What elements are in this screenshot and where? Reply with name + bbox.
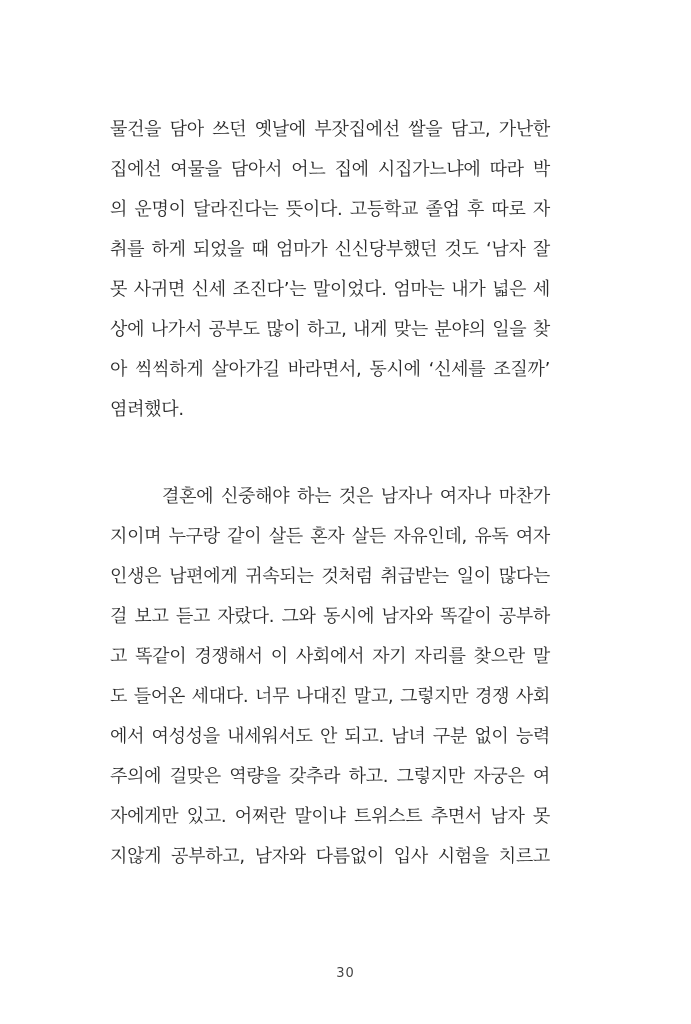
text-line: 염려했다.: [110, 399, 184, 420]
text-line: 지않게 공부하고, 남자와 다름없이 입사 시험을 치르고: [110, 846, 550, 867]
text-line: 인생은 남편에게 귀속되는 것처럼 취급받는 일이 많다는: [110, 566, 550, 587]
text-line: 취를 하게 되었을 때 엄마가 신신당부했던 것도 ‘남자 잘: [110, 239, 550, 260]
text-line: 의 운명이 달라진다는 뜻이다. 고등학교 졸업 후 따로 자: [110, 199, 550, 220]
page-number: 30: [336, 966, 355, 981]
text-line: 아 씩씩하게 살아가길 바라면서, 동시에 ‘신세를 조질까’: [110, 359, 550, 380]
text-line: 주의에 걸맞은 역량을 갖추라 하고. 그렇지만 자궁은 여: [110, 766, 550, 787]
text-line: 상에 나가서 공부도 많이 하고, 내게 맞는 분야의 일을 찾: [110, 319, 550, 340]
text-line: 고 똑같이 경쟁해서 이 사회에서 자기 자리를 찾으란 말: [110, 646, 550, 667]
text-line: 지이며 누구랑 같이 살든 혼자 살든 자유인데, 유독 여자: [110, 526, 550, 547]
text-line: 물건을 담아 쓰던 옛날에 부잣집에선 쌀을 담고, 가난한: [110, 119, 550, 140]
paragraph-1: [110, 110, 550, 430]
text-line: 걸 보고 듣고 자랐다. 그와 동시에 남자와 똑같이 공부하: [110, 606, 550, 627]
paragraph-2: [110, 477, 550, 877]
text-line: 결혼에 신중해야 하는 것은 남자나 여자나 마찬가: [162, 486, 550, 507]
text-line: 못 사귀면 신세 조진다’는 말이었다. 엄마는 내가 넓은 세: [110, 279, 550, 300]
text-line: 자에게만 있고. 어쩌란 말이냐 트위스트 추면서 남자 못: [110, 806, 550, 827]
text-line: 집에선 여물을 담아서 어느 집에 시집가느냐에 따라 박: [110, 159, 550, 180]
text-line: 에서 여성성을 내세워서도 안 되고. 남녀 구분 없이 능력: [110, 726, 550, 747]
text-line: 도 들어온 세대다. 너무 나대진 말고, 그렇지만 경쟁 사회: [110, 686, 550, 707]
